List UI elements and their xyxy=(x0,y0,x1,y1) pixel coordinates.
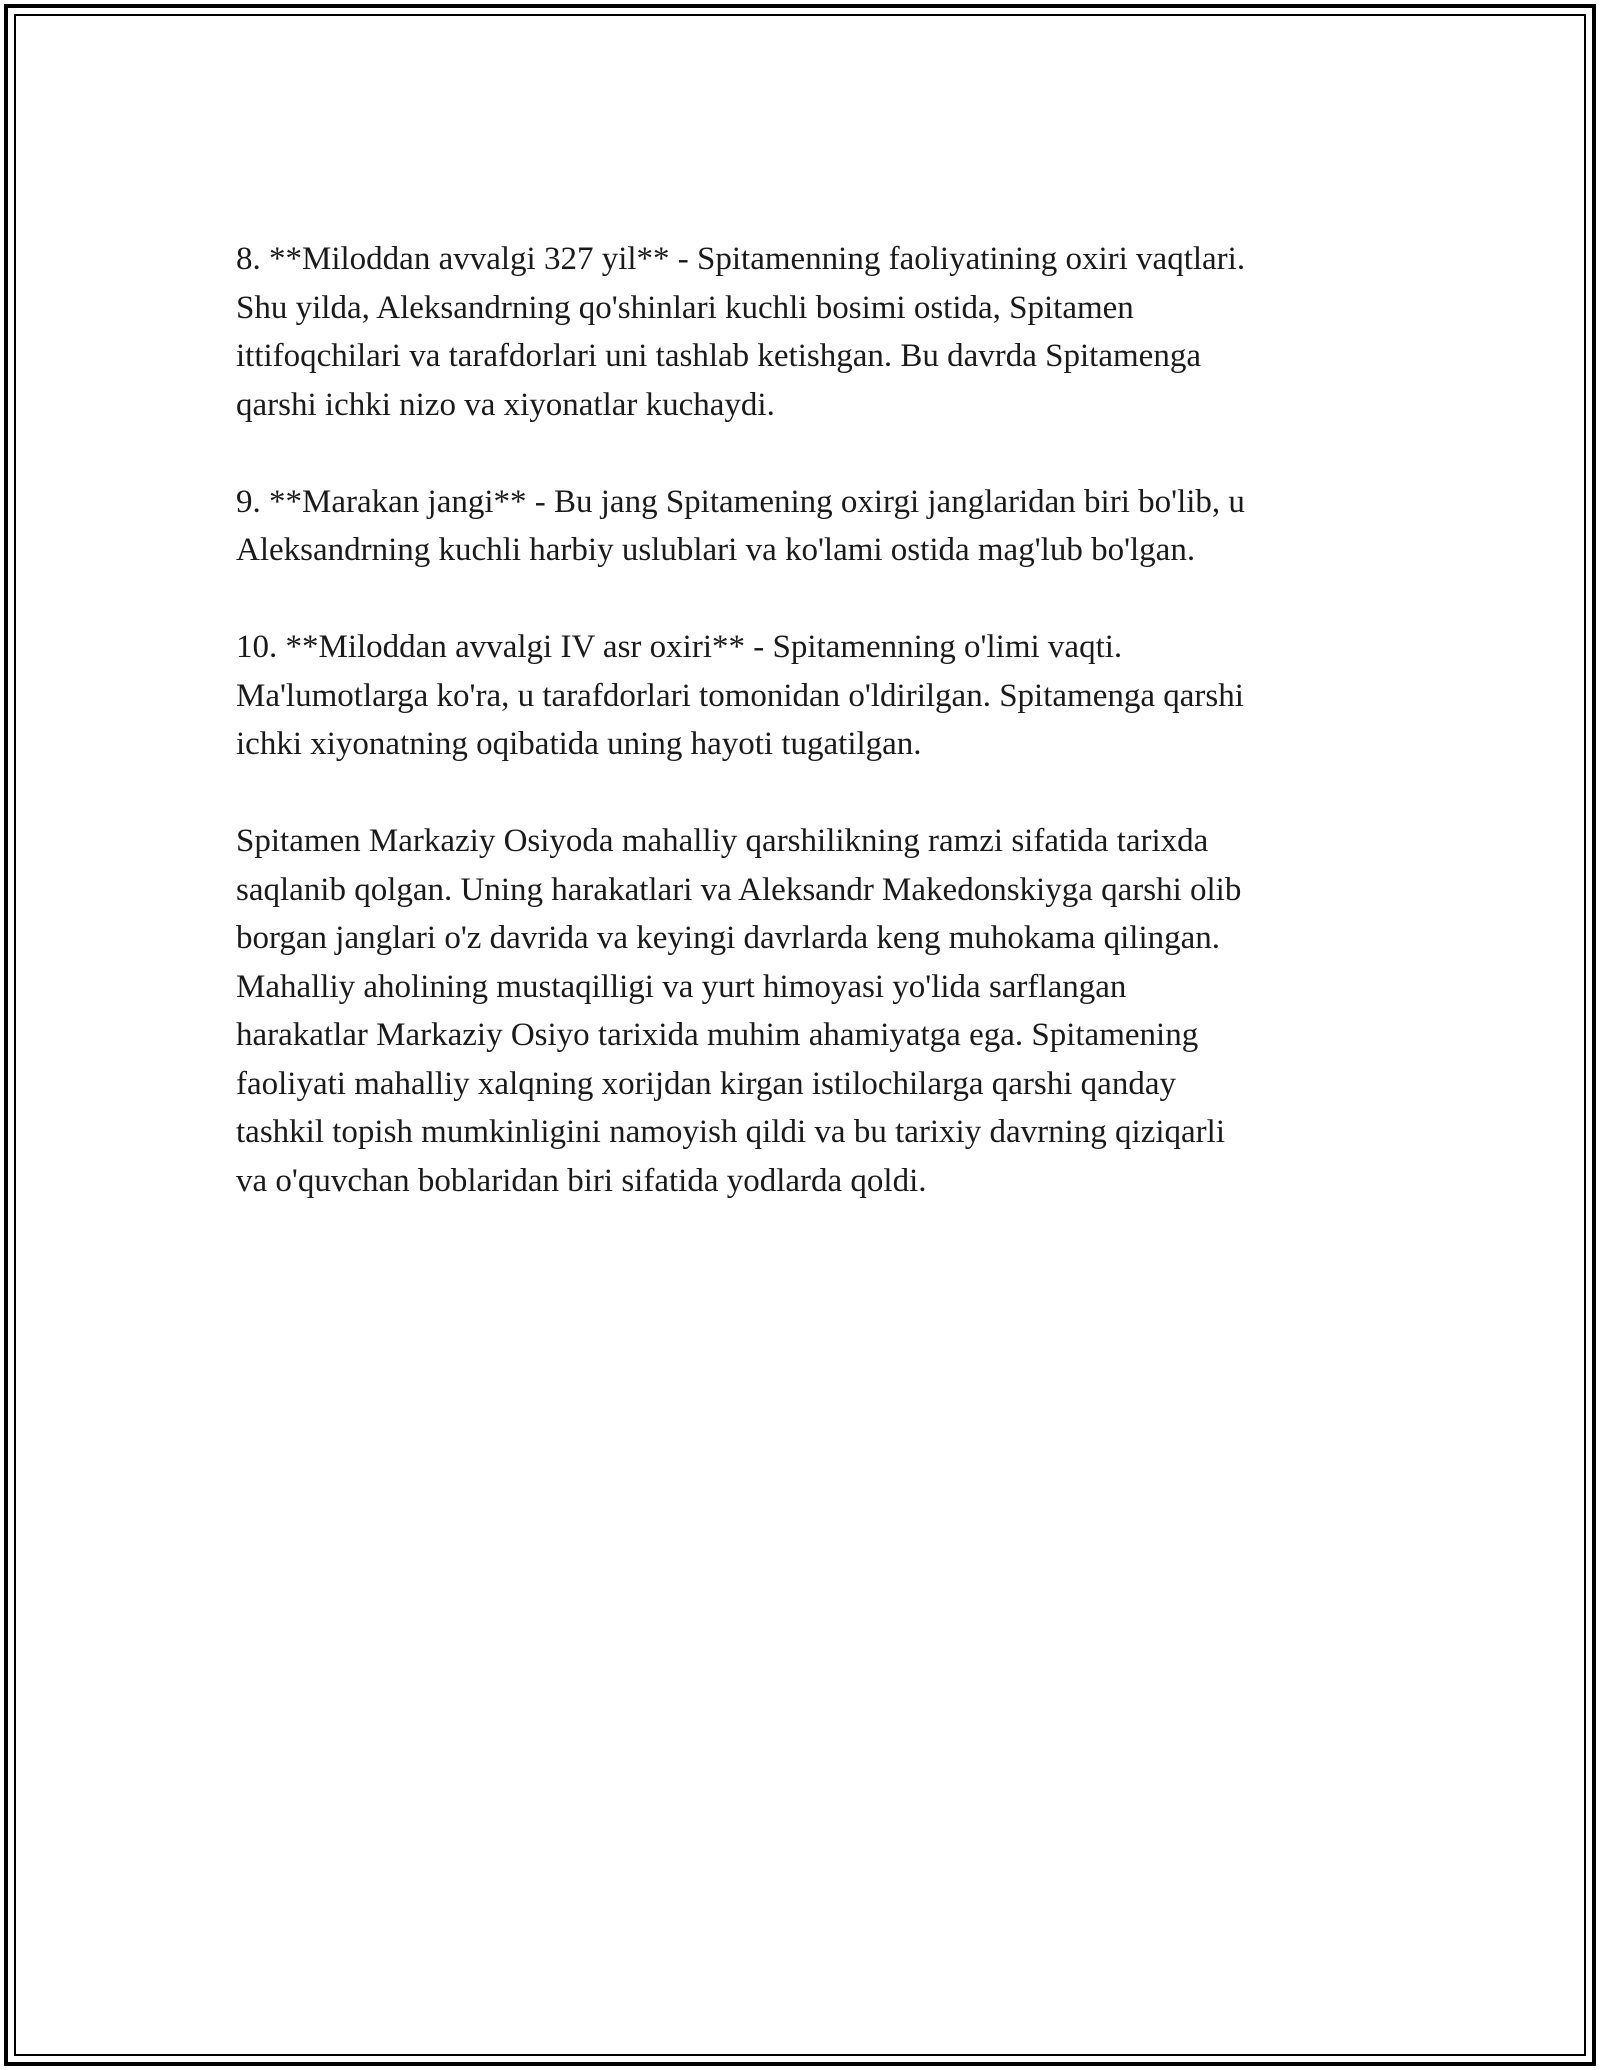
paragraph-conclusion: Spitamen Markaziy Osiyoda mahalliy qarshilikning ramzi sifatida tarixda saqlanib qolgan. Uning harakatlari va Aleksandr Makedonskiyga qarshi olib borgan janglari o'z davrida va keyingi davrlarda keng muhokama qilingan. Mahalliy aholining mustaqilligi va yurt himoyasi yo'lida sarflangan harakatlar Markaziy Osiyo tarixida muhim ahamiyatga ega. Spitamening faoliyati mahalliy xalqning xorijdan kirgan istilochilarga qarshi qanday tashkil topish mumkinligini namoyish qildi va bu tarixiy davrning qiziqarli va o'quvchan boblaridan biri sifatida yodlarda qoldi. xyxy=(236,823,1242,1199)
paragraph-item-10: 10. **Miloddan avvalgi IV asr oxiri** - Spitamenning o'limi vaqti. Ma'lumotlarga ko'ra, u tarafdorlari tomonidan o'ldirilgan. Spitamenga qarshi ichki xiyonatning oqibatida uning hayoti tugatilgan. xyxy=(236,629,1244,762)
document-body xyxy=(236,235,1366,1254)
paragraph-item-9: 9. **Marakan jangi** - Bu jang Spitamening oxirgi janglaridan biri bo'lib, u Aleksandrning kuchli harbiy uslublari va ko'lami ostida mag'lub bo'lgan. xyxy=(236,483,1245,568)
paragraph-item-8: 8. **Miloddan avvalgi 327 yil** - Spitamenning faoliyatining oxiri vaqtlari. Shu yilda, Aleksandrning qo'shinlari kuchli bosimi ostida, Spitamen ittifoqchilari va tarafdorlari uni tashlab ketishgan. Bu davrda Spitamenga qarshi ichki nizo va xiyonatlar kuchaydi. xyxy=(236,241,1246,423)
